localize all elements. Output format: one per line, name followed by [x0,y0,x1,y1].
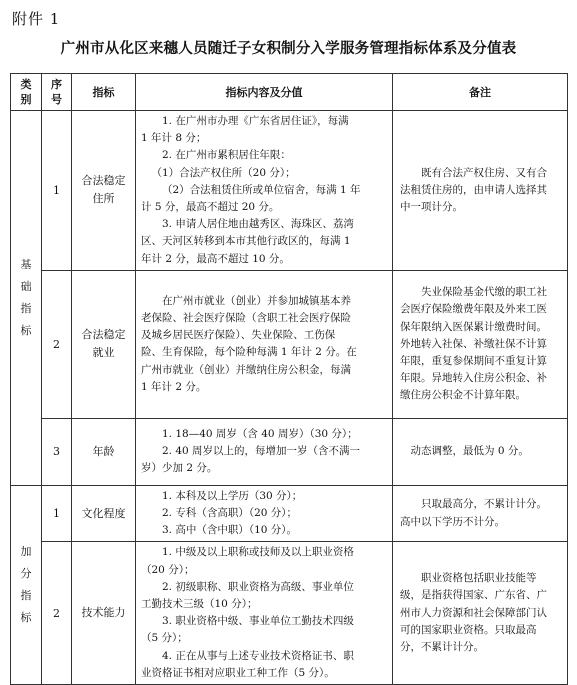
remarks-line: 可的国家职业资格。只取最高 [400,623,537,636]
header-remarks: 备注 [393,74,568,111]
content-line: 岁）少加 2 分。 [141,462,218,475]
category-cell: 加 分 指 标 [11,485,42,684]
remarks-line: 缴住房公积金不计算年限。 [400,389,526,402]
content-line: （5 分）； [141,632,188,645]
header-category: 类 别 [11,74,42,111]
indicator-cell: 技术能力 [72,542,136,685]
row-number: 1 [42,111,72,271]
table-header-row [11,74,568,111]
content-line: （20 分）； [141,563,195,576]
content-line: 2. 初级职称、职业资格为高级、事业单位 [162,580,354,593]
remarks-line: 外地转入社保、补缴社保不计算 [400,337,547,350]
content-line: 3. 职业资格中级、事业单位工勤技术四级 [162,615,354,628]
remarks-line: 失业保险基金代缴的职工社 [421,286,547,299]
content-line: 广州市就业（创业）并缴纳住房公积金，每满 [141,363,351,376]
table-row [11,542,568,685]
remarks-cell [393,418,568,485]
remarks-line: 年限，重复参保期间不重复计算 [400,354,547,367]
content-line: 3. 申请人居住地由越秀区、海珠区、荔湾 [162,218,354,231]
content-line: 及城乡居民医疗保险）、失业保险、工伤保 [141,329,336,342]
remarks-line: 年限。异地转入住房公积金、补 [400,372,547,385]
remarks-cell [393,542,568,685]
content-line: 业资格证书相对应职业工种工作（5 分）。 [141,666,335,679]
content-line: 1 年计 2 分。 [141,380,207,393]
remarks-line: 会医疗保险缴费年限及外来工医 [400,303,547,316]
remarks-cell [393,485,568,542]
table-body [11,111,568,685]
remarks-line: 既有合法产权住房、又有合 [421,166,547,179]
content-line: 1. 在广州市办理《广东省居住证》，每满 [162,115,349,127]
table-row [11,418,568,485]
remarks-line: 中一项计分。 [400,201,463,214]
content-line: （1）合法产权住所（20 分）； [151,166,296,179]
content-line: 在广州市就业（创业）并参加城镇基本养 [162,294,351,307]
table-row [11,485,568,542]
row-number: 1 [42,485,72,542]
content-cell [136,485,393,542]
remarks-line: 州市人力资源和社会保障部门认 [400,606,547,619]
remarks-line: 保年限纳入医保累计缴费时间。 [400,320,547,333]
content-line: 计 5 分，最高不超过 20 分。 [141,201,280,214]
document-title: 广州市从化区来穗人员随迁子女积制分入学服务管理指标体系及分值表 [60,41,517,57]
remarks-line: 高中以下学历不计分。 [400,515,505,528]
content-line: 工勤技术三级（10 分）； [141,598,258,611]
remarks-line: 级，是指获得国家、广东省、广 [400,589,547,602]
remarks-line: 只取最高分，不累计计分。 [421,498,547,511]
content-line: 2. 专科（含高职）（20 分）； [162,507,298,520]
content-line: 老保险、社会医疗保险（含职工社会医疗保险 [141,311,351,324]
indicator-table [10,73,568,685]
row-number: 2 [42,542,72,685]
content-line: 年计 2 分，最高不超过 10 分。 [141,252,290,265]
row-number: 2 [42,270,72,418]
remarks-cell [393,111,568,271]
header-indicator: 指标 [72,74,136,111]
content-cell [136,111,393,271]
content-line: （2）合法租赁住所或单位宿舍，每满 1 年 [162,183,361,196]
content-line: 区、天河区转移到本市其他行政区的，每满 1 [141,235,351,248]
content-line: 1 年计 8 分； [141,132,207,145]
attachment-label: 附件 1 [12,10,61,28]
remarks-cell [393,270,568,418]
content-line: 1. 18—40 周岁（含 40 周岁）（30 分）； [162,428,358,441]
table-row [11,270,568,418]
category-cell: 基 础 指 标 [11,111,42,486]
remarks-line: 法租赁住房的，由申请人选择其 [400,183,547,196]
content-line: 险、生育保险，每个险种每满 1 年计 2 分。在 [141,346,357,359]
content-line: 2. 40 周岁以上的，每增加一岁（含不满一 [162,445,361,458]
header-content: 指标内容及分值 [136,74,393,111]
content-line: 2. 在广州市累积居住年限： [162,149,291,162]
remarks-line: 职业资格包括职业技能等 [421,572,537,585]
content-cell [136,542,393,685]
table-row [11,111,568,271]
content-cell [136,270,393,418]
content-line: 1. 本科及以上学历（30 分）； [162,489,303,502]
content-line: 3. 高中（含中职）（10 分）。 [162,524,298,537]
indicator-cell: 文化程度 [72,485,136,542]
remarks-line: 动态调整，最低为 0 分。 [410,445,529,458]
indicator-cell: 合法稳定 住所 [72,111,136,271]
header-number: 序 号 [42,74,72,111]
indicator-cell: 合法稳定 就业 [72,270,136,418]
row-number: 3 [42,418,72,485]
content-cell [136,418,393,485]
content-line: 1. 中级及以上职称或技师及以上职业资格 [162,546,354,559]
remarks-line: 分，不累计计分。 [400,641,484,654]
indicator-cell: 年龄 [72,418,136,485]
content-line: 4. 正在从事与上述专业技术资格证书、职 [162,649,354,662]
